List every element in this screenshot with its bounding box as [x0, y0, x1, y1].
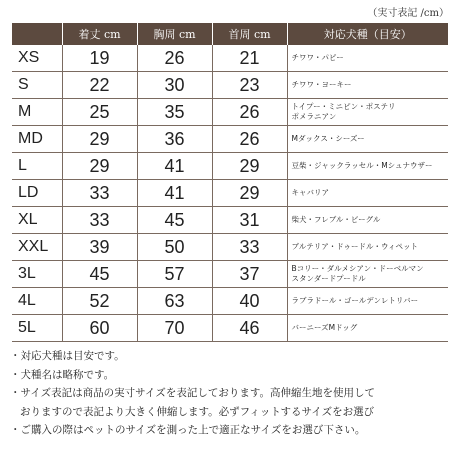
- breed-line: Bコリー・ダルメシアン・ドーベルマン: [291, 264, 424, 273]
- table-row: [12, 72, 448, 99]
- neck-cell: 26: [212, 99, 287, 126]
- neck-cell: 23: [212, 72, 287, 99]
- breed-line: ラブラドール・ゴールデンレトリバー: [291, 296, 419, 305]
- table-row: [12, 126, 448, 153]
- breed-cell: [287, 126, 448, 153]
- length-cell: 22: [62, 72, 137, 99]
- breed-cell: [287, 288, 448, 315]
- size-cell: LD: [12, 180, 62, 207]
- size-cell: S: [12, 72, 62, 99]
- breed-line: キャバリア: [291, 188, 329, 197]
- breed-cell: [287, 99, 448, 126]
- size-cell: 5L: [12, 315, 62, 342]
- neck-cell: 29: [212, 153, 287, 180]
- breed-cell: [287, 153, 448, 180]
- neck-cell: 29: [212, 180, 287, 207]
- chest-cell: 36: [137, 126, 212, 153]
- breed-line: 豆柴・ジャックラッセル・Mシュナウザー: [291, 161, 433, 170]
- notes: [10, 347, 456, 440]
- size-cell: XXL: [12, 234, 62, 261]
- breed-cell: [287, 261, 448, 288]
- table-row: [12, 180, 448, 207]
- length-cell: 33: [62, 207, 137, 234]
- chest-cell: 45: [137, 207, 212, 234]
- length-cell: 29: [62, 126, 137, 153]
- breed-line: 柴犬・フレブル・ビーグル: [291, 215, 381, 224]
- size-cell: MD: [12, 126, 62, 153]
- size-cell: XS: [12, 45, 62, 72]
- neck-cell: 37: [212, 261, 287, 288]
- length-cell: 25: [62, 99, 137, 126]
- chest-cell: 70: [137, 315, 212, 342]
- breed-cell: [287, 72, 448, 99]
- breed-line: スタンダードプードル: [291, 274, 366, 283]
- size-table-body: [12, 45, 448, 342]
- length-cell: 52: [62, 288, 137, 315]
- chest-cell: 50: [137, 234, 212, 261]
- neck-cell: 31: [212, 207, 287, 234]
- neck-cell: 40: [212, 288, 287, 315]
- neck-cell: 46: [212, 315, 287, 342]
- chest-cell: 41: [137, 153, 212, 180]
- table-row: [12, 234, 448, 261]
- note-line: ・犬種名は略称です。: [10, 368, 115, 381]
- header-length: 着丈 cm: [62, 23, 137, 45]
- table-row: [12, 315, 448, 342]
- breed-line: Mダックス・シーズー: [291, 134, 365, 143]
- table-row: [12, 261, 448, 288]
- header-neck: 首周 cm: [212, 23, 287, 45]
- length-cell: 33: [62, 180, 137, 207]
- size-cell: M: [12, 99, 62, 126]
- chest-cell: 57: [137, 261, 212, 288]
- header-breed: 対応犬種（目安）: [287, 23, 448, 45]
- table-row: [12, 99, 448, 126]
- neck-cell: 33: [212, 234, 287, 261]
- table-row: [12, 153, 448, 180]
- size-cell: L: [12, 153, 62, 180]
- header-chest: 胸周 cm: [137, 23, 212, 45]
- breed-line: チワワ・ヨーキー: [291, 80, 352, 89]
- length-cell: 60: [62, 315, 137, 342]
- length-cell: 45: [62, 261, 137, 288]
- note-line: おりますので表記より大きく伸縮します。必ずフィットするサイズをお選び: [20, 405, 375, 418]
- breed-line: ポメラニアン: [291, 112, 337, 121]
- breed-cell: [287, 315, 448, 342]
- breed-line: バーニーズMドッグ: [291, 323, 358, 332]
- chest-cell: 35: [137, 99, 212, 126]
- length-cell: 39: [62, 234, 137, 261]
- neck-cell: 26: [212, 126, 287, 153]
- neck-cell: 21: [212, 45, 287, 72]
- size-cell: XL: [12, 207, 62, 234]
- size-cell: 3L: [12, 261, 62, 288]
- unit-note: （実寸表記 /cm）: [367, 8, 449, 19]
- breed-cell: [287, 180, 448, 207]
- note-line: ・対応犬種は目安です。: [10, 350, 125, 362]
- chest-cell: 63: [137, 288, 212, 315]
- breed-cell: [287, 207, 448, 234]
- breed-line: チワワ・パピー: [291, 53, 344, 62]
- length-cell: 19: [62, 45, 137, 72]
- header-size: [12, 23, 62, 45]
- breed-cell: [287, 45, 448, 72]
- length-cell: 29: [62, 153, 137, 180]
- size-table-container: [12, 23, 448, 336]
- table-row: [12, 288, 448, 315]
- size-table-header: [12, 23, 448, 45]
- chest-cell: 30: [137, 72, 212, 99]
- note-line: ・ご購入の際はペットのサイズを測った上で適正なサイズをお選び下さい。: [10, 424, 366, 436]
- breed-cell: [287, 234, 448, 261]
- breed-line: ブルテリア・ドゥードル・ウィペット: [291, 242, 419, 251]
- chest-cell: 26: [137, 45, 212, 72]
- table-row: [12, 45, 448, 72]
- note-line: ・サイズ表記は商品の実寸サイズを表記しております。高伸縮生地を使用して: [10, 387, 375, 399]
- breed-line: トイプー・ミニピン・ポステリ: [291, 102, 396, 111]
- size-table: [12, 23, 448, 342]
- chest-cell: 41: [137, 180, 212, 207]
- size-cell: 4L: [12, 288, 62, 315]
- table-row: [12, 207, 448, 234]
